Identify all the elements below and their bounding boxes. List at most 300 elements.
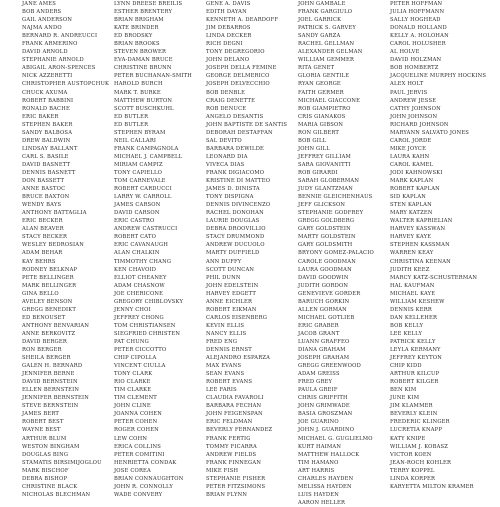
name-entry: STEPHEN KASSMAN [390,242,450,249]
name-entry: CHIP KIDD [390,363,422,370]
name-entry: BENNIE GLEICHENHAUS [298,194,373,201]
name-entry: JOSEPH GRAHAM [298,355,350,362]
name-entry: BOB KELLY [390,322,424,329]
name-entry: GINA BELLO [22,290,59,297]
name-entry: JOEL GARRICK [298,17,342,24]
name-entry: BRIAN BRIGHAM [114,17,164,24]
name-entry: ADAM BEHAR [22,250,63,257]
name-entry: JANE AMES [22,1,56,7]
name-entry: PETER FITZSIMONS [206,483,266,490]
name-entry: JOHN GRIMWADE [298,403,350,410]
name-entry: ROBERT CARDUCCI [114,186,172,193]
name-entry: JOSEPH DELLA FEMINE [206,65,277,72]
name-entry: CRAIG DENETTE [206,97,256,104]
name-entry: MATTHEW HALLOCK [298,451,360,458]
name-entry: FREDERIC KLINGER [390,419,450,426]
name-entry: CHRIS GRIFFITH [298,395,348,402]
name-entry: MARYANN SALVATO JONES [390,129,470,136]
name-entry: FRANK GARGIULO [298,9,353,16]
name-entry: JOE GUARINO [298,419,339,426]
name-entry: JEFFREY KEYTON [390,355,442,362]
name-entry: GLORIA GENTILE [298,73,350,80]
name-entry: FRED ENG [206,338,238,345]
name-entry: ROBERT EVANS [206,379,253,386]
name-entry: CHUCK AXUMA [22,89,68,96]
name-entry: ALEX HOLT [390,81,424,88]
name-entry: DAVID CARSON [114,210,160,217]
name-entry: WESTON BINGHAM [22,443,80,450]
name-entry: FRED GREY [298,379,333,386]
name-entry: CAROL KAMEL [390,161,434,168]
name-entry: KENNETH A. DEARDOFF [206,17,279,24]
names-column-5 [390,0,487,507]
name-entry: TERRY KOPPEL [390,467,435,474]
name-entry: CLAUDIA FAVAROLI [206,395,264,402]
name-entry: JAMES CARSON [114,202,161,209]
name-entry: JEAN-ROCH KOHLER [390,459,452,466]
name-entry: PETER HOFFMAN [390,1,443,7]
name-entry: ADAM CHASNOW [114,282,165,289]
name-entry: BRYONY GOMEZ-PALACIO [298,250,374,257]
name-entry: MATTHEW BURTON [114,97,173,104]
name-entry: JULIA HOFFMANN [390,9,445,16]
name-entry: STEVE BERNSTEIN [22,403,79,410]
name-entry: SHEILA BERGER [22,355,71,362]
name-entry: LUIS HAYDEN [298,491,339,498]
name-entry: ERICA COLLINS [114,443,161,450]
name-entry: KURT HAIMAN [298,443,342,450]
name-entry: RACHEL DONOHAN [206,210,264,217]
name-entry: PETER COHEN [114,419,158,426]
name-entry: ALLEN GORMAN [298,306,347,313]
name-entry: PAT CHUNG [114,338,149,345]
name-entry: PHIL DUNN [206,274,241,281]
name-entry: ELLEN BERNSTEIN [22,387,80,394]
name-entry: TIMMOTHY CHANG [114,258,172,265]
name-entry: RYAN GEORGE [298,81,341,88]
name-entry: JIM KLAMMER [390,403,433,410]
name-entry: GREGG GOLDBERG [298,218,355,225]
name-entry: MIKE JOYCE [390,145,427,152]
name-entry: KRISTINE DI MATTEO [206,178,271,185]
name-entry: STACY DRUMMOND [206,234,265,241]
name-entry: GEORGE DELMERICO [206,73,270,80]
name-entry: TOM CHRISTIANSEN [114,322,176,329]
name-entry: TIM CLEMENT [114,395,157,402]
name-entry: ARTHUR KILCUP [390,371,440,378]
name-entry: BRIAN BROOKS [114,41,160,48]
name-entry: HARVEY EDGETT [206,290,257,297]
name-entry: DAVID GOODWIN [298,274,349,281]
name-entry: GREGG GREENWOOD [298,363,361,370]
name-entry: CARLOS EISENBERG [206,314,268,321]
name-entry: LYNN DREESE BREILIS [114,1,183,7]
name-entry: CHIP CIPOLLA [114,355,157,362]
name-entry: CARL S. BASILE [22,153,69,160]
name-entry: ART HARRIS [298,467,335,474]
name-entry: BRUCE BAXTON [22,194,70,201]
name-entry: LUANN GRAFFEO [298,338,350,345]
name-entry: HARVEY KASSWAN [390,226,446,233]
name-entry: TONY CAPIELLO [114,169,163,176]
name-entry: TONY DEGREGORIO [206,49,265,56]
name-entry: NICK AZZERETTI [22,73,73,80]
name-entry: WILLIAM KESHEW [390,298,445,305]
name-entry: CATHY JOHNSON [390,105,441,112]
name-entry: WILLIAM GEMMER [298,57,355,64]
name-entry: ERIC BAKER [22,113,59,120]
name-entry: BARUCH GORKIN [298,298,350,305]
name-entry: DAVID BERGER [22,338,67,345]
name-entry: ANN DUFFY [206,258,242,265]
name-entry: VICTOR KOEN [390,451,432,458]
name-entry: ROB GIRARDI [298,169,338,176]
name-entry: CHARLES HAYDEN [298,475,354,482]
name-entry: JOHN JOHNSON [390,113,438,120]
name-entry: AVELEY BENSON [22,298,73,305]
name-entry: CAROL HOLUSHER [390,41,446,48]
name-entry: JUDITH KEEZ [390,266,430,273]
name-entry: JAMES D. DINISTA [206,186,260,193]
name-entry: SEAN EVANS [206,371,245,378]
name-entry: SAL DEVITO [206,137,242,144]
name-entry: BEN KIM [390,387,417,394]
name-entry: KAY BEHRS [22,258,56,265]
name-entry: ALEJANDRO ESPARZA [206,355,271,362]
name-entry: STEPHANIE GODFREY [298,210,364,217]
name-entry: SALLY HOGHEAD [390,17,441,24]
name-entry: JOSEPH DELVECCHIO [206,81,270,88]
name-entry: DEBORAH DESTAFFAN [206,129,273,136]
name-entry: NICHOLAS BLECHMAN [22,491,91,498]
name-entry: NAJMA ANDO [22,25,62,32]
name-entry: DENNIS KERR [390,306,432,313]
name-entry: JUNE KIM [390,395,420,402]
name-entry: TOM CARNEVALE [114,178,166,185]
name-entry: KARYETTA MILTON KRAMER [390,483,474,490]
name-entry: JOHN GAMBALE [298,1,346,7]
name-entry: CHRISTOPHER AUSTOPCHUK [22,81,110,88]
name-entry: WALTER KAPRIELIAN [390,218,453,225]
name-entry: TIM HAMANO [298,459,339,466]
name-entry: ROBERT CATO [114,234,157,241]
name-entry: STAMATIS BIRSIMIJOGLOU [22,459,102,466]
name-entry: ERIC GRABER [298,322,339,329]
name-entry: LAURIE DOUGLAS [206,218,260,225]
name-entry: CAROLE GOODMAN [298,258,356,265]
name-entry: ED BUTLER [114,113,149,120]
name-entry: ANNE BERKOVITZ [22,330,76,337]
name-entry: HARVEY KAYE [390,234,432,241]
name-entry: HAROLD BURCH [114,81,163,88]
name-entry: CRIS GIANAKOS [298,113,346,120]
name-entry: MARK BISCHOF [22,467,69,474]
name-entry: AL HOLVE [390,49,420,56]
name-entry: RODNEY BELKNAP [22,266,78,273]
name-entry: MICHAEL GIACCONE [298,97,361,104]
name-entry: MARK T. BURKE [114,89,161,96]
name-entry: FRANK ARMERINO [22,41,78,48]
names-column-3 [206,0,294,507]
name-entry: JIM DEBARROS [206,25,251,32]
name-entry: BERNARD R. ANDREUCCI [22,33,98,40]
name-entry: JOSE COREA [114,467,151,474]
name-entry: JODI KAHNOWSKI [390,169,443,176]
name-entry: LINDSAY BALLANT [22,145,78,152]
name-entry: AARON HELLER [298,499,346,506]
name-entry: ERIC CAVANAUGH [114,242,169,249]
name-entry: JOHN CLINE [114,403,151,410]
name-entry: JOHN R. CONNOLLY [114,483,173,490]
name-entry: DAN KELLEHER [390,314,438,321]
name-entry: DIANA GRAHAM [298,347,346,354]
name-entry: BOB HOMBERTZ [390,65,439,72]
name-entry: GARY GOLDSTEIN [298,226,351,233]
name-entry: NANCY ELLIS [206,330,247,337]
name-entry: VIVECA DIAS [206,161,245,168]
name-entry: MARTY DUFFIELD [206,250,260,257]
name-entry: ALEXANDER GELMAN [298,49,363,56]
name-entry: STEPHANIE FISHER [206,475,266,482]
name-entry: RON GILBERT [298,129,340,136]
name-entry: CAROL JORDE [390,137,432,144]
name-entry: SIEGFRIED CHRISTEN [114,330,181,337]
name-entry: STEPHEN BAKER [22,121,73,128]
name-entry: PETER BUCHANAN-SMITH [114,73,192,80]
name-entry: BRIAN CONNAUGHTON [114,475,184,482]
name-entry: ED BENOUSET [22,314,66,321]
name-entry: JENNIFER BERNE [22,371,75,378]
name-entry: ANDREW FIELDS [206,451,257,458]
name-entry: DAVID BASNETT [22,161,71,168]
name-entry: STEVEN BROWER [114,49,167,56]
name-entry: BOB DENBLE [206,89,246,96]
name-entry: WILLIAM J. KOBASZ [390,443,449,450]
name-entry: BRIAN FLYNN [206,491,248,498]
name-entry: ROBERT BEST [22,419,64,426]
name-entry: GARY GOLDSMITH [298,242,353,249]
name-entry: JOHN FEIGENSPAN [206,411,263,418]
name-entry: LEW COHN [114,435,148,442]
name-entry: DOUGLAS BING [22,451,69,458]
name-entry: KATY KNIPE [390,435,426,442]
name-entry: ANDREW JESSE [390,97,437,104]
name-entry: RON BERGER [22,347,62,354]
name-entry: MICHAEL KAYE [390,290,436,297]
name-entry: LEYLA KERMANY [390,347,441,354]
name-entry: FAITH GERMER [298,89,344,96]
name-entry: KELLY A. HOLOHAN [390,33,449,40]
name-entry: DREW BALDWIN [22,137,71,144]
name-entry: ERIC BECKER [22,218,63,225]
name-entry: JOANNA COHEN [114,411,163,418]
name-entry: BOB ANDERS [22,9,62,16]
name-entry: DAVID BERNSTEIN [22,379,78,386]
name-entry: ED BRODSKY [114,33,153,40]
name-entry: STEN KAPLAN [390,202,432,209]
name-entry: CHRISTINE BRUNN [114,65,172,72]
name-entry: ROBERT EIKMAN [206,306,257,313]
name-entry: DONALD HOLLAND [390,25,447,32]
name-entry: DON BASSETT [22,178,65,185]
name-entry: JAMES BERT [22,411,60,418]
name-entry: KEVIN ELLIS [206,322,245,329]
name-entry: JOHN BAPTISTE DE SANTIS [206,121,288,128]
name-entry: MAX EVANS [206,363,242,370]
name-entry: ANTHONY BATTAGLIA [22,210,87,217]
name-entry: BOB GILL [298,137,327,144]
name-entry: JUDY GLANTZMAN [298,186,354,193]
name-entry: LEE KELLY [390,330,423,337]
name-entry: SANDY GARZA [298,33,341,40]
name-entry: LEE FARIS [206,387,237,394]
name-entry: LUCRETIA KNAPP [390,427,443,434]
name-entry: ANNE EICHLER [206,298,253,305]
name-entry: STACY BECKER [22,234,68,241]
name-entry: EVA-DAMAN BRUCE [114,57,173,64]
name-entry: GAIL ANDERSON [22,17,73,24]
name-entry: PAULA GREIF [298,387,338,394]
name-entry: PETER CICCOTTO [114,347,167,354]
name-entry: MARTY GOLDSTEIN [298,234,356,241]
name-entry: ROB GIAMPIETRO [298,105,351,112]
name-entry: CHRISTINA KEENAN [390,258,451,265]
name-entry: TOMMY FICARRA [206,443,257,450]
name-entry: CHRISTINE BLACK [22,483,78,490]
name-entry: JENNIFER BERNSTEIN [22,395,89,402]
name-entry: BEVERLY FERNANDEZ [206,427,273,434]
name-entry: MARY KATZEN [390,210,433,217]
name-entry: ALAN CHALKIN [114,250,160,257]
name-entry: RIO CLARKE [114,379,151,386]
name-entry: DAVID ARNOLD [22,49,68,56]
name-entry: WENDY BAYS [22,202,62,209]
name-entry: SARAH GLOBERMAN [298,178,360,185]
names-column-1 [22,0,110,507]
name-entry: LARRY W. CARROLL [114,194,172,201]
name-entry: ROGER COHEN [114,427,159,434]
name-entry: MIKE FISH [206,467,239,474]
name-entry: RACHEL GELLMAN [298,41,355,48]
name-entry: TONY CLARK [114,371,153,378]
name-entry: BARBARA FECHAN [206,403,262,410]
name-entry: LEONARD DIA [206,153,248,160]
name-entry: NEIL CALLARI [114,137,157,144]
name-entry: MELISSA HAYDEN [298,483,352,490]
name-entry: JOHN J. GUARDINO [298,427,355,434]
name-entry: VINCENT CIULLA [114,363,166,370]
name-entry: DEBRA BISHOP [22,475,68,482]
name-entry: MIRIAM CAMPIZ [114,161,163,168]
name-entry: JEFFREY CHONG [114,314,164,321]
name-entry: MICHAEL G. GUGLIELMO [298,435,373,442]
name-entry: FRANK FERTIG [206,435,251,442]
name-entry: ARTHUR BLUM [22,435,67,442]
name-entry: GENEVIEVE GORDER [298,290,361,297]
name-entry: JACQUELINE MURPHY HOCKINS [390,73,487,80]
name-entry: BEVERLY KLEIN [390,411,438,418]
name-entry: FRANK DIGIACOMO [206,169,265,176]
name-entry: ANDREW DUCUOLO [206,242,265,249]
name-entry: DENNIS ERNST [206,347,252,354]
name-entry: MARCY KATZ-SCHUSTERMAN [390,274,478,281]
name-entry: GREGORY CHIBLOVSKY [114,298,184,305]
name-entry: JOHN DELANO [206,57,250,64]
name-entry: FRANK FINNEGAN [206,459,262,466]
name-entry: TIM CLARKE [114,387,152,394]
name-entry: RICHARD JOHNSON [390,121,449,128]
name-entry: DAVID HOLZMAN [390,57,442,64]
name-entry: LINDA KORPER [390,475,436,482]
name-entry: JEFFREY GILLIAM [298,153,352,160]
name-entry: KEN CHAVOID [114,266,157,273]
name-entry: ANTHONY BENVARIAN [22,322,90,329]
name-entry: LAURA GOODMAN [298,266,352,273]
name-entry: GALEN H. BERNARD [22,363,83,370]
name-entry: SID KAPLAN [390,194,427,201]
name-entry: ROBERT KAPLAN [390,186,440,193]
name-entry: PETE BELLINGER [22,274,74,281]
name-entry: PETER COMITINI [114,451,165,458]
name-entry: ED BUTLER [114,121,149,128]
name-entry: EDITH DAYAN [206,9,247,16]
name-entry: MICHAEL GOTLIEB [298,314,355,321]
name-entry: BASIA GROSZMAN [298,411,353,418]
name-entry: BARBARA DEWILDE [206,145,265,152]
name-entry: MARK KAPLAN [390,178,434,185]
name-entry: HENRIETTA CONDAK [114,459,177,466]
name-entry: DENNIS DIVINCENZO [206,202,271,209]
name-entry: PAUL JERVIS [390,89,428,96]
name-entry: JENNY CHOI [114,306,151,313]
name-entry: PATRICK KELLY [390,338,436,345]
name-entry: LAURA KAHN [390,153,430,160]
name-entry: DENNIS BASNETT [22,169,76,176]
name-entry: PATRICK S. GARVEY [298,25,357,32]
name-entry: RONALD BACHE [22,105,70,112]
name-entry: SCOTT BUSCHKUHL [114,105,174,112]
name-entry: SANDY BALBOSA [22,129,73,136]
name-entry: ERIC CASTRO [114,218,155,225]
name-entry: ROBERT BABBINI [22,97,74,104]
name-entry: ALAN BEAVER [22,226,64,233]
name-entry: ROBERT KILGER [390,379,439,386]
name-entry: MICHAEL J. CAMPBELL [114,153,183,160]
name-entry: WAYNE BEST [22,427,61,434]
name-entry: WARREN KEAY [390,250,434,257]
name-entry: TONY DISPIGNA [206,194,254,201]
name-entry: JUDITH GORDON [298,282,349,289]
name-entry: MARK BELLINGER [22,282,77,289]
name-entry: JACOB GRANT [298,330,340,337]
name-entry: MARIA GIBSON [298,121,344,128]
name-entry: KATE BRINDER [114,25,159,32]
name-entry: ADAM GREISS [298,371,340,378]
name-entry: GENE A. DAVIS [206,1,251,7]
name-entry: WESLEY BEDROSIAN [22,242,84,249]
name-entry: ANNE BASTOC [22,186,66,193]
name-entry: ERIC FELDMAN [206,419,253,426]
names-column-2 [114,0,202,507]
name-entry: WADE CONVERY [114,491,163,498]
name-entry: RITA GENET [298,65,335,72]
name-entry: ABIGAIL ARON-SPENCES [22,65,96,72]
name-entry: JEFF GLICKSON [298,202,346,209]
name-entry: FRANK CAMPAGNOLA [114,145,179,152]
names-column-4 [298,0,386,507]
name-entry: SARA GIOVANITTI [298,161,351,168]
name-entry: JOE CHERICONE [114,290,164,297]
